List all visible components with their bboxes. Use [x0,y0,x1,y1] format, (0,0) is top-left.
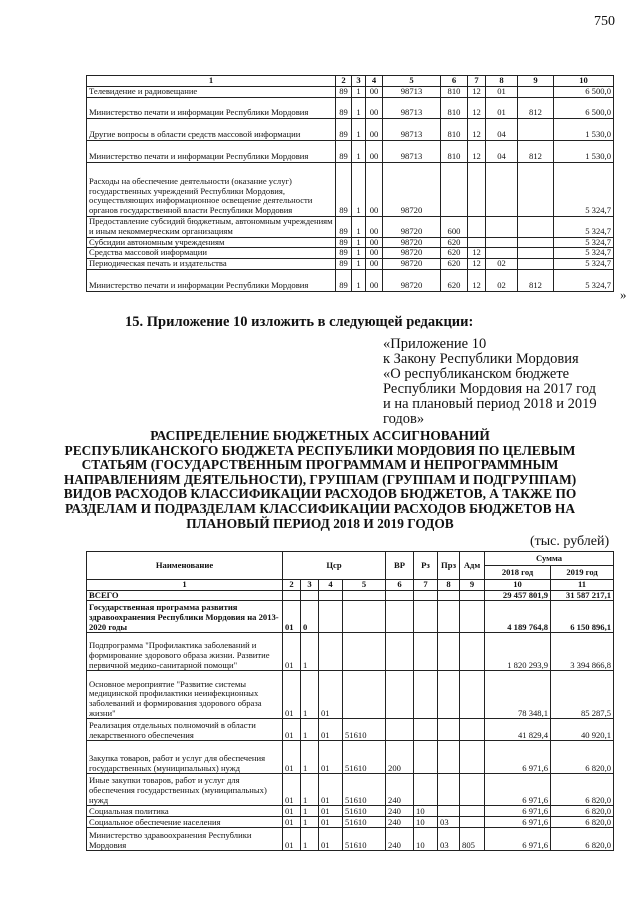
table-row [87,269,614,291]
row-code: 0 [301,601,319,633]
row-code [460,741,485,774]
row-code [460,774,485,806]
row-code [414,719,438,741]
table-row [87,162,614,216]
column-number: 10 [485,580,551,591]
row-code: 240 [386,806,414,817]
row-value: 810 [441,118,468,140]
row-code [414,633,438,671]
row-code: 240 [386,828,414,851]
row-code: 805 [460,828,485,851]
row-amount: 31 587 217,1 [551,590,614,601]
title-line: НАПРАВЛЕНИЯМ ДЕЯТЕЛЬНОСТИ), ГРУППАМ (ГРУППАМ И ПОДГРУППАМ) [63,471,577,487]
row-code [343,590,386,601]
row-value: 89 [336,97,352,118]
row-value: 98713 [383,97,441,118]
row-amount: 1 820 293,9 [485,633,551,671]
row-code: 01 [319,828,343,851]
row-value: 6 500,0 [554,97,614,118]
row-code [343,601,386,633]
row-value: 98720 [383,216,441,237]
row-value: 89 [336,216,352,237]
row-code [283,590,301,601]
row-value: 1 530,0 [554,140,614,162]
row-amount: 6 971,6 [485,828,551,851]
row-amount: 6 150 896,1 [551,601,614,633]
table-row [87,216,614,237]
row-amount: 6 971,6 [485,817,551,828]
row-value: 1 [352,97,366,118]
column-number: 5 [383,76,441,87]
column-number: 9 [460,580,485,591]
row-value: 01 [486,97,518,118]
row-value: 00 [366,87,383,98]
row-value: 5 324,7 [554,258,614,269]
row-value [486,248,518,259]
row-code: 51610 [343,828,386,851]
table-row [87,248,614,259]
column-number: 3 [301,580,319,591]
row-code [414,774,438,806]
row-value: 812 [518,140,554,162]
column-number: 9 [518,76,554,87]
header-2018: 2018 год [485,566,551,580]
row-value: 812 [518,269,554,291]
row-code [438,601,460,633]
row-value: 00 [366,140,383,162]
row-code: 1 [301,741,319,774]
row-code [438,774,460,806]
appendix-line: Республики Мордовия на 2017 год [383,381,596,397]
header-row [87,76,614,87]
table-row [87,87,614,98]
row-value: 1 [352,140,366,162]
row-code [460,806,485,817]
table-row [87,140,614,162]
row-code: 01 [283,806,301,817]
row-code: 01 [283,719,301,741]
row-value: 89 [336,237,352,248]
row-value [518,248,554,259]
table-row [87,97,614,118]
row-value: 98713 [383,140,441,162]
row-value: 04 [486,140,518,162]
row-value: 1 [352,118,366,140]
row-name: Реализация отдельных полномочий в области лекарственного обеспечения [87,719,283,741]
row-value [518,237,554,248]
continued-table [86,75,614,292]
row-name: Министерство печати и информации Республики Мордовия [87,140,336,162]
row-code [438,590,460,601]
units-label: (тыс. рублей) [530,534,610,549]
row-code: 200 [386,741,414,774]
title-line: РЕСПУБЛИКАНСКОГО БЮДЖЕТА РЕСПУБЛИКИ МОРДОВИЯ ПО ЦЕЛЕВЫМ [64,442,576,458]
row-code: 01 [283,774,301,806]
table-row [87,741,614,774]
row-code: 1 [301,828,319,851]
row-code [414,590,438,601]
row-value: 620 [441,269,468,291]
row-code: 51610 [343,774,386,806]
header-sum: Сумма [485,552,614,566]
table-row [87,118,614,140]
row-code [386,719,414,741]
row-code: 51610 [343,719,386,741]
header-name: Наименование [87,552,283,580]
row-value: 620 [441,248,468,259]
row-value: 89 [336,258,352,269]
row-code: 51610 [343,817,386,828]
row-amount: 6 971,6 [485,774,551,806]
column-number: 5 [343,580,386,591]
row-value: 12 [468,269,486,291]
row-code: 01 [283,741,301,774]
row-value: 1 [352,237,366,248]
row-code [386,671,414,719]
row-value: 00 [366,248,383,259]
row-code [319,590,343,601]
header-vr: ВР [386,552,414,580]
row-code [460,633,485,671]
row-code: 01 [283,633,301,671]
row-value: 00 [366,162,383,216]
row-name: Подпрограмма "Профилактика заболеваний и формирование здорового образа жизни. Развитие первичной медико-санитарной помощи" [87,633,283,671]
instruction-text [125,313,473,333]
row-value: 12 [468,97,486,118]
row-code: 1 [301,671,319,719]
row-code [438,741,460,774]
row-value: 1 [352,87,366,98]
row-code [414,741,438,774]
row-name: Расходы на обеспечение деятельности (оказание услуг) государственных учреждений Республики Мордовия, осуществляющих информационное освещение деятельности органов государственной власти Республики Мордовия [87,162,336,216]
row-code [460,671,485,719]
row-value: 600 [441,216,468,237]
row-code: 01 [319,671,343,719]
row-code [414,671,438,719]
row-code [414,601,438,633]
page-number: 750 [594,14,615,29]
row-value: 02 [486,269,518,291]
row-name: Основное мероприятие "Развитие системы медицинской профилактики неинфекционных заболеваний и формирования здорового образа жизни" [87,671,283,719]
row-value: 89 [336,140,352,162]
row-name: Министерство здравоохранения Республики Мордовия [87,828,283,851]
row-value: 5 324,7 [554,216,614,237]
column-number: 2 [283,580,301,591]
row-value: 12 [468,87,486,98]
column-number-row [87,580,614,591]
table-row [87,237,614,248]
row-value: 5 324,7 [554,162,614,216]
appendix-line: и на плановый период 2018 и 2019 [383,396,597,412]
row-code [319,601,343,633]
row-value: 12 [468,248,486,259]
column-number: 8 [438,580,460,591]
row-code: 51610 [343,741,386,774]
row-value: 1 530,0 [554,118,614,140]
column-number: 7 [414,580,438,591]
row-name: Социальная политика [87,806,283,817]
row-value [518,87,554,98]
row-value: 98720 [383,258,441,269]
row-value [486,237,518,248]
row-value: 00 [366,97,383,118]
row-value: 89 [336,162,352,216]
row-value: 98720 [383,162,441,216]
row-code [438,719,460,741]
table-row [87,633,614,671]
header-2019: 2019 год [551,566,614,580]
row-amount: 78 348,1 [485,671,551,719]
row-value: 1 [352,216,366,237]
row-amount: 85 287,5 [551,671,614,719]
row-amount: 6 820,0 [551,774,614,806]
row-value: 810 [441,97,468,118]
table-row [87,817,614,828]
row-value: 02 [486,258,518,269]
title-line: ВИДОВ РАСХОДОВ КЛАССИФИКАЦИИ РАСХОДОВ БЮДЖЕТОВ, А ТАКЖЕ ПО [63,486,577,502]
row-code: 51610 [343,806,386,817]
row-value: 00 [366,216,383,237]
table-row [87,719,614,741]
row-code [438,671,460,719]
row-value: 810 [441,140,468,162]
row-code: 10 [414,817,438,828]
row-code: 03 [438,817,460,828]
row-value [518,258,554,269]
row-code: 01 [283,601,301,633]
table-row [87,828,614,851]
row-value: 04 [486,118,518,140]
column-number: 8 [486,76,518,87]
appendix-line: к Закону Республики Мордовия [383,351,579,367]
title-line: СТАТЬЯМ (ГОСУДАРСТВЕННЫМ ПРОГРАММАМ И НЕПРОГРАММНЫМ [81,457,559,473]
title-line: ПЛАНОВЫЙ ПЕРИОД 2018 И 2019 ГОДОВ [186,515,454,531]
row-value: 98720 [383,237,441,248]
column-number: 1 [87,76,336,87]
table-row [87,258,614,269]
row-name: Министерство печати и информации Республики Мордовия [87,269,336,291]
row-code: 01 [319,719,343,741]
appendix-line: «Приложение 10 [383,336,487,352]
column-number: 2 [336,76,352,87]
row-name: Социальное обеспечение населения [87,817,283,828]
budget-table [86,551,614,851]
row-amount: 6 971,6 [485,806,551,817]
row-value [468,237,486,248]
closing-quote: » [620,287,627,302]
title-line: РАЗДЕЛАМ И ПОДРАЗДЕЛАМ КЛАССИФИКАЦИИ РАСХОДОВ БЮДЖЕТОВ НА [64,500,576,516]
document-title [10,429,630,531]
row-code: 01 [319,774,343,806]
row-value: 89 [336,87,352,98]
row-value [468,216,486,237]
column-number: 11 [551,580,614,591]
row-value: 620 [441,258,468,269]
row-value: 00 [366,118,383,140]
row-amount: 6 971,6 [485,741,551,774]
row-value: 1 [352,162,366,216]
table-row [87,806,614,817]
row-code: 01 [319,817,343,828]
row-value [441,162,468,216]
header-adm: Адм [460,552,485,580]
row-amount: 40 920,1 [551,719,614,741]
column-number: 6 [441,76,468,87]
row-name: Средства массовой информации [87,248,336,259]
table-row [87,590,614,601]
row-value: 5 324,7 [554,269,614,291]
row-code [343,633,386,671]
row-code: 10 [414,806,438,817]
row-name: Другие вопросы в области средств массовой информации [87,118,336,140]
row-value: 812 [518,97,554,118]
row-code: 1 [301,774,319,806]
row-value: 01 [486,87,518,98]
instruction: 15. Приложение 10 изложить в следующей редакции: [125,314,474,330]
appendix-line: «О республиканском бюджете [383,366,570,382]
row-value: 1 [352,258,366,269]
row-code [301,590,319,601]
row-name: Закупка товаров, работ и услуг для обеспечения государственных (муниципальных) нужд [87,741,283,774]
appendix-line: годов» [383,411,425,427]
title-line: РАСПРЕДЕЛЕНИЕ БЮДЖЕТНЫХ АССИГНОВАНИЙ [150,428,490,443]
row-value: 12 [468,118,486,140]
row-code [386,633,414,671]
row-value: 12 [468,140,486,162]
table-row [87,601,614,633]
row-name: Иные закупки товаров, работ и услуг для обеспечения государственных (муниципальных) нужд [87,774,283,806]
row-code: 01 [319,806,343,817]
table-row [87,671,614,719]
row-value: 1 [352,248,366,259]
row-amount: 6 820,0 [551,817,614,828]
row-name: Предоставление субсидий бюджетным, автономным учреждениям и иным некоммерческим организациям [87,216,336,237]
row-name: Министерство печати и информации Республики Мордовия [87,97,336,118]
row-code [438,633,460,671]
row-code [460,590,485,601]
row-amount: 4 189 764,8 [485,601,551,633]
row-code [386,590,414,601]
row-value: 00 [366,269,383,291]
column-number: 3 [352,76,366,87]
row-value: 00 [366,258,383,269]
row-value [468,162,486,216]
row-code [343,671,386,719]
row-value: 5 324,7 [554,237,614,248]
row-code: 01 [283,828,301,851]
row-code [460,719,485,741]
row-code: 1 [301,719,319,741]
column-number: 4 [319,580,343,591]
row-name: Государственная программа развития здравоохранения Республики Мордовия на 2013-2020 годы [87,601,283,633]
row-value: 810 [441,87,468,98]
row-value: 98720 [383,248,441,259]
row-amount: 3 394 866,8 [551,633,614,671]
row-name: ВСЕГО [87,590,283,601]
row-value: 6 500,0 [554,87,614,98]
row-value: 89 [336,248,352,259]
appendix-header [383,337,597,427]
row-amount: 41 829,4 [485,719,551,741]
row-name: Субсидии автономным учреждениям [87,237,336,248]
row-amount: 6 820,0 [551,828,614,851]
row-name: Периодическая печать и издательства [87,258,336,269]
column-number: 10 [554,76,614,87]
row-value: 98720 [383,269,441,291]
row-value [518,216,554,237]
row-value [518,118,554,140]
row-code: 01 [319,741,343,774]
row-code: 1 [301,806,319,817]
row-code [460,601,485,633]
row-value: 89 [336,118,352,140]
row-value [486,216,518,237]
row-value: 12 [468,258,486,269]
row-value: 00 [366,237,383,248]
row-value [486,162,518,216]
row-code: 03 [438,828,460,851]
row-code [319,633,343,671]
row-amount: 29 457 801,9 [485,590,551,601]
table-row [87,774,614,806]
row-value: 98713 [383,87,441,98]
row-value [518,162,554,216]
row-value: 620 [441,237,468,248]
row-name: Телевидение и радиовещание [87,87,336,98]
row-amount: 6 820,0 [551,741,614,774]
row-code [438,806,460,817]
header-rz: Рз [414,552,438,580]
row-value: 98713 [383,118,441,140]
row-code: 1 [301,633,319,671]
row-value: 5 324,7 [554,248,614,259]
column-number: 6 [386,580,414,591]
row-code: 240 [386,774,414,806]
column-number: 1 [87,580,283,591]
column-number: 7 [468,76,486,87]
header-prz: Прз [438,552,460,580]
row-value: 1 [352,269,366,291]
row-value: 89 [336,269,352,291]
row-amount: 6 820,0 [551,806,614,817]
row-code: 1 [301,817,319,828]
row-code: 240 [386,817,414,828]
row-code [460,817,485,828]
column-number: 4 [366,76,383,87]
row-code: 10 [414,828,438,851]
row-code [386,601,414,633]
header-csr: Цср [283,552,386,580]
row-code: 01 [283,671,301,719]
row-code: 01 [283,817,301,828]
